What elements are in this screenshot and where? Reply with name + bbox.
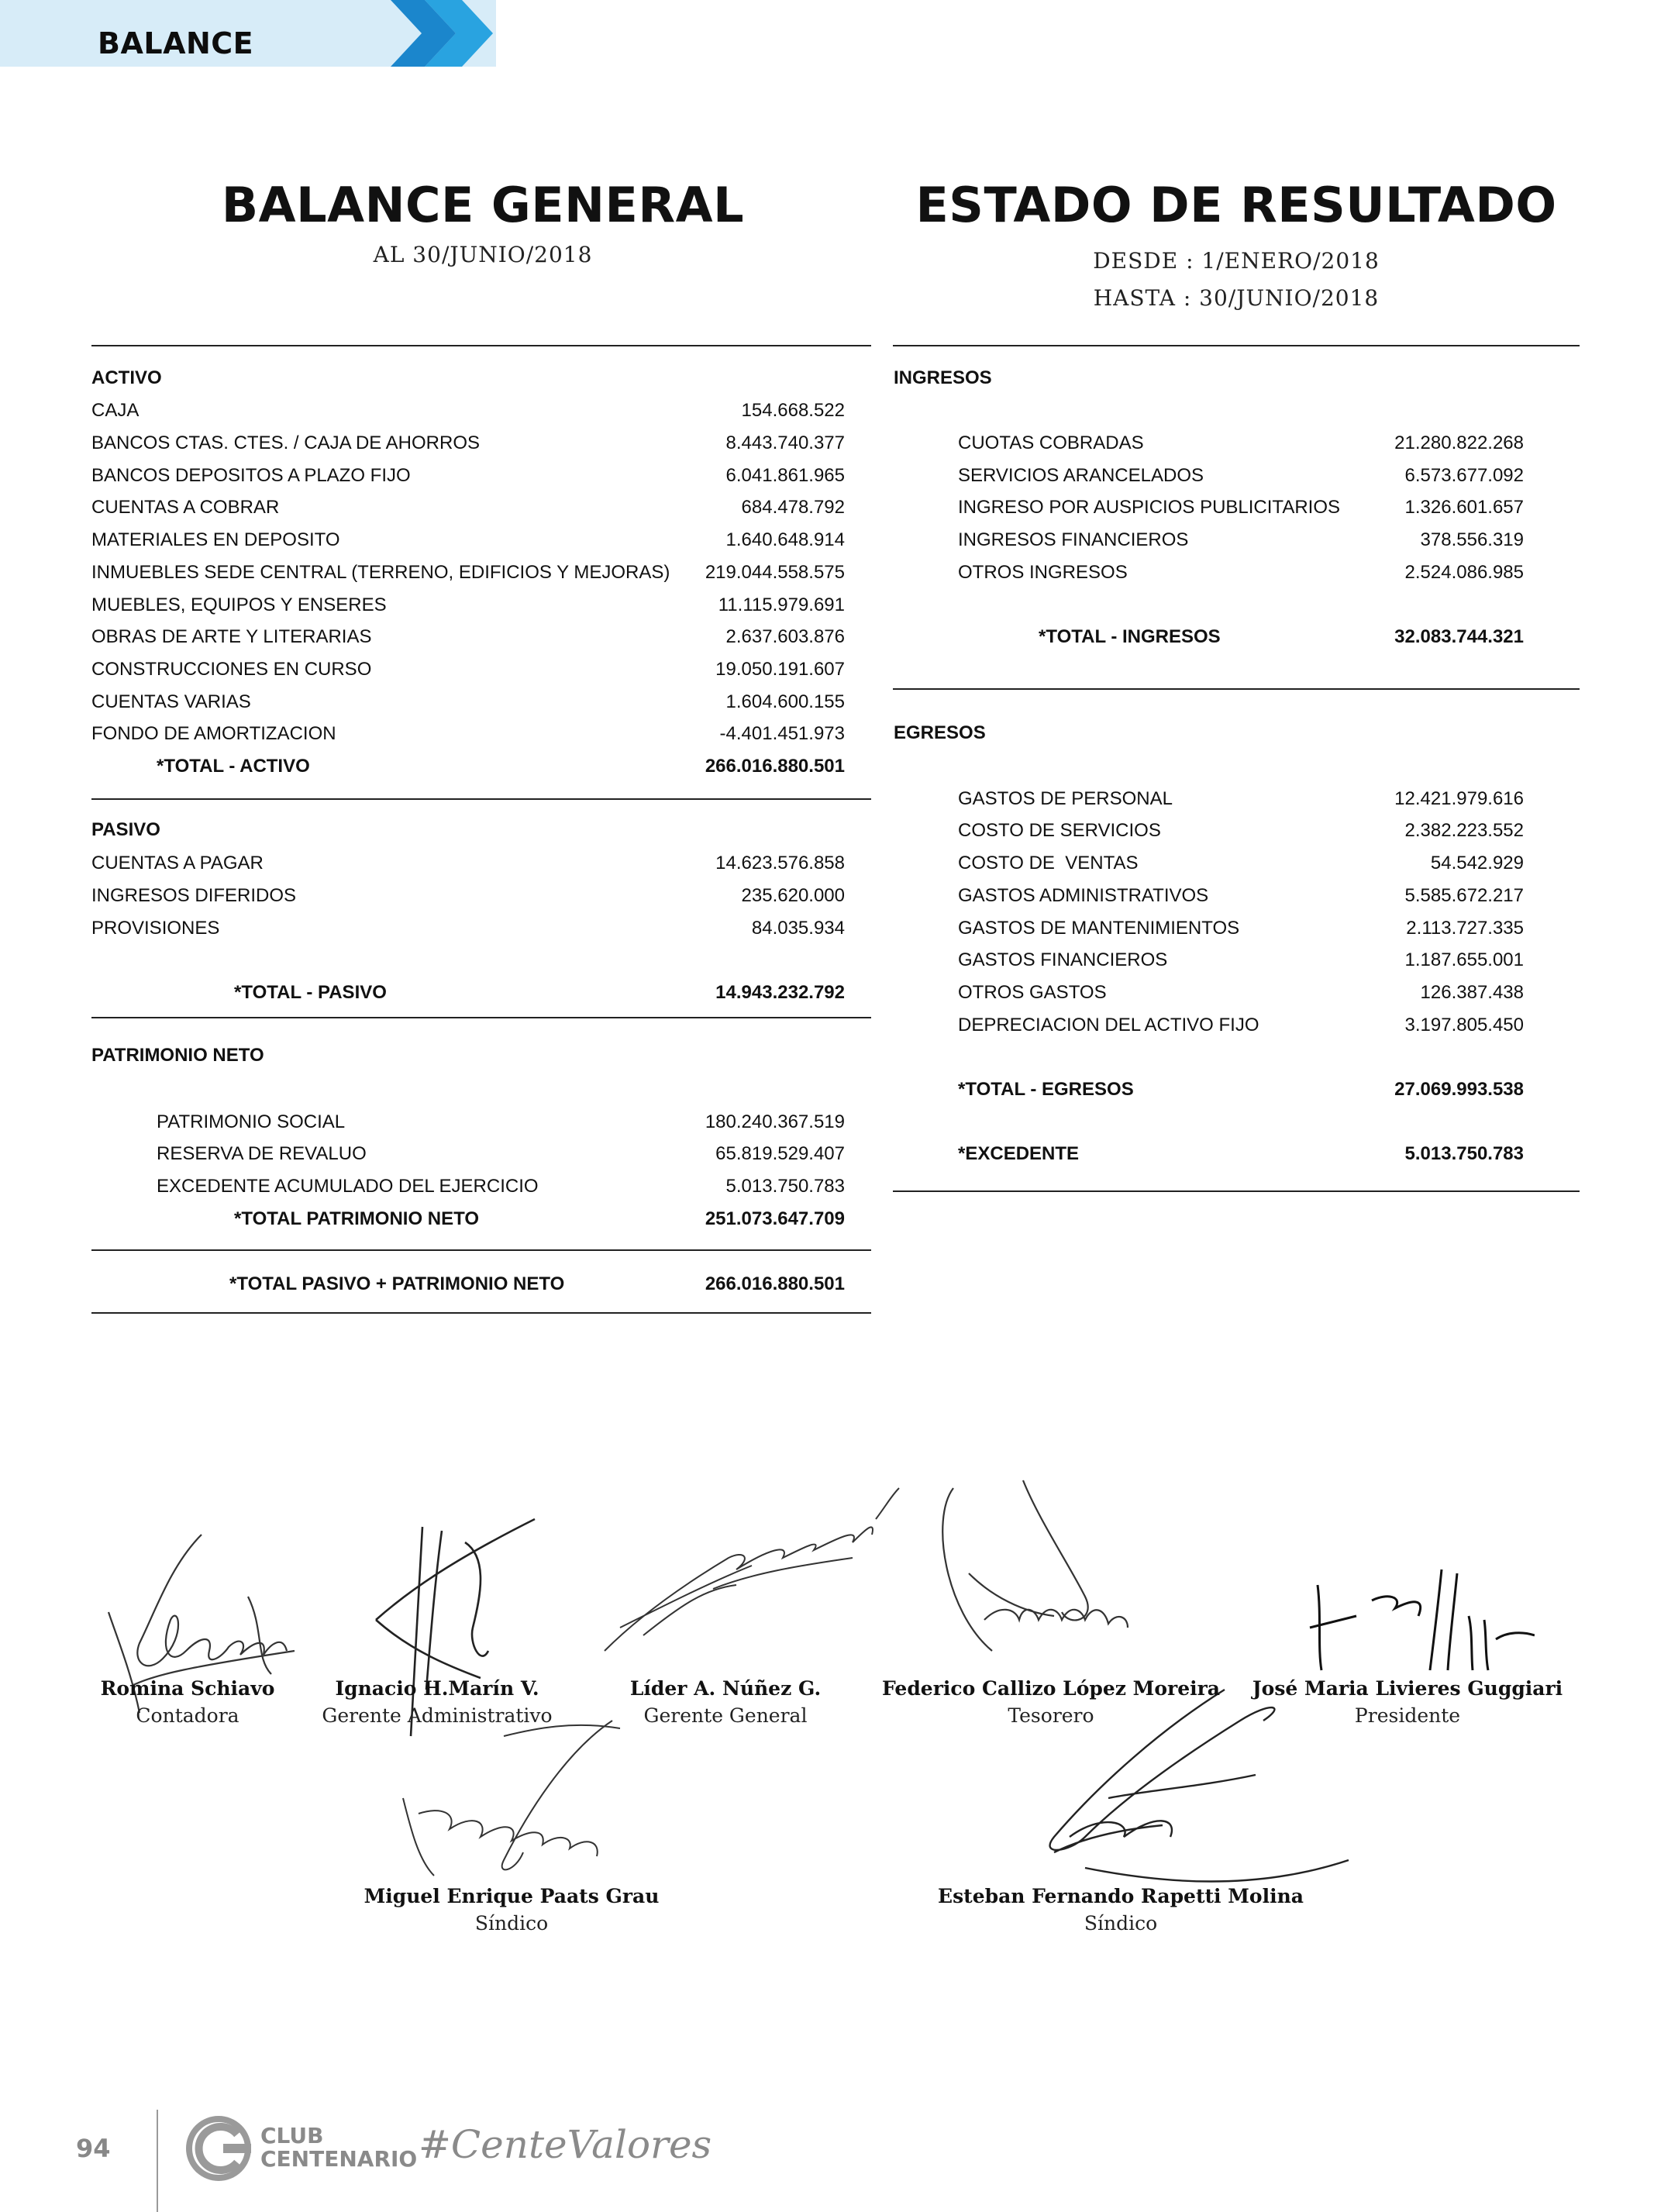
signature-block bbox=[1245, 1677, 1570, 1727]
table-row bbox=[958, 915, 1524, 942]
row-label: INMUEBLES SEDE CENTRAL (TERRENO, EDIFICIOS Y MEJORAS) bbox=[91, 562, 670, 583]
total-value: 266.016.880.501 bbox=[705, 1273, 845, 1294]
row-value: 12.421.979.616 bbox=[1394, 788, 1524, 809]
total-ingresos-row bbox=[958, 624, 1524, 650]
row-value: 1.604.600.155 bbox=[725, 691, 845, 712]
footer-divider bbox=[157, 2110, 158, 2212]
signatory-role: Contadora bbox=[136, 1704, 239, 1727]
total-label: *TOTAL - ACTIVO bbox=[157, 756, 310, 777]
row-label: CUENTAS A COBRAR bbox=[91, 497, 280, 518]
table-row bbox=[91, 1141, 845, 1167]
row-label: CUOTAS COBRADAS bbox=[958, 432, 1144, 453]
signatory-role: Gerente Administrativo bbox=[322, 1704, 553, 1727]
patrimonio-heading: PATRIMONIO NETO bbox=[91, 1045, 264, 1066]
total-label: *TOTAL PASIVO + PATRIMONIO NETO bbox=[229, 1273, 565, 1294]
total-value: 27.069.993.538 bbox=[1394, 1079, 1524, 1100]
row-value: 84.035.934 bbox=[751, 918, 845, 939]
table-row bbox=[958, 1012, 1524, 1039]
signatory-role: Gerente General bbox=[643, 1704, 808, 1727]
row-label: GASTOS DE PERSONAL bbox=[958, 788, 1173, 809]
signatory-role: Presidente bbox=[1354, 1704, 1461, 1727]
divider bbox=[893, 1190, 1580, 1192]
table-row bbox=[91, 592, 845, 618]
signatory-role: Tesorero bbox=[1008, 1704, 1094, 1727]
table-row bbox=[91, 494, 845, 521]
table-row bbox=[958, 883, 1524, 909]
divider bbox=[91, 1249, 871, 1251]
row-label: OTROS INGRESOS bbox=[958, 562, 1128, 583]
grand-total-row bbox=[91, 1271, 845, 1297]
total-label: *EXCEDENTE bbox=[958, 1143, 1080, 1164]
row-value: 6.041.861.965 bbox=[725, 465, 845, 486]
total-value: 266.016.880.501 bbox=[705, 756, 845, 777]
row-label: INGRESOS DIFERIDOS bbox=[91, 885, 297, 906]
row-value: 2.524.086.985 bbox=[1404, 562, 1524, 583]
total-egresos-row bbox=[958, 1077, 1524, 1103]
row-value: 1.326.601.657 bbox=[1404, 497, 1524, 518]
table-row bbox=[958, 850, 1524, 877]
row-value: 54.542.929 bbox=[1430, 853, 1524, 873]
signatory-name: Romina Schiavo bbox=[100, 1677, 275, 1700]
total-value: 251.073.647.709 bbox=[705, 1208, 845, 1229]
signatory-name: José Maria Livieres Guggiari bbox=[1252, 1677, 1563, 1700]
row-value: 154.668.522 bbox=[741, 400, 845, 421]
row-label: FONDO DE AMORTIZACION bbox=[91, 723, 336, 744]
section-label: BALANCE bbox=[98, 26, 254, 60]
row-value: 65.819.529.407 bbox=[715, 1143, 845, 1164]
table-row bbox=[91, 915, 845, 942]
signature-block bbox=[357, 1885, 667, 1935]
table-row bbox=[958, 494, 1524, 521]
row-value: 2.382.223.552 bbox=[1404, 820, 1524, 841]
table-row bbox=[91, 1173, 845, 1200]
row-value: 1.640.648.914 bbox=[725, 529, 845, 550]
row-value: 235.620.000 bbox=[741, 885, 845, 906]
row-label: EXCEDENTE ACUMULADO DEL EJERCICIO bbox=[157, 1176, 539, 1197]
table-row bbox=[958, 786, 1524, 812]
row-label: CUENTAS A PAGAR bbox=[91, 853, 264, 873]
row-label: SERVICIOS ARANCELADOS bbox=[958, 465, 1204, 486]
table-row bbox=[91, 1109, 845, 1135]
signatory-name: Miguel Enrique Paats Grau bbox=[364, 1885, 660, 1907]
table-row bbox=[91, 656, 845, 683]
row-value: 2.113.727.335 bbox=[1406, 918, 1524, 939]
row-value: 3.197.805.450 bbox=[1404, 1015, 1524, 1035]
divider bbox=[91, 345, 871, 346]
table-row bbox=[91, 527, 845, 553]
divider bbox=[91, 798, 871, 800]
total-patrimonio-row bbox=[91, 1206, 845, 1232]
row-label: MATERIALES EN DEPOSITO bbox=[91, 529, 340, 550]
signatory-name: Líder A. Núñez G. bbox=[629, 1677, 822, 1700]
row-label: INGRESOS FINANCIEROS bbox=[958, 529, 1189, 550]
club-name bbox=[260, 2124, 417, 2171]
hashtag: #CenteValores bbox=[419, 2122, 712, 2167]
ingresos-heading: INGRESOS bbox=[894, 367, 992, 388]
row-label: OTROS GASTOS bbox=[958, 982, 1107, 1003]
total-value: 5.013.750.783 bbox=[1404, 1143, 1524, 1164]
signature-block bbox=[880, 1677, 1221, 1727]
excedente-row bbox=[958, 1141, 1524, 1167]
row-label: COSTO DE VENTAS bbox=[958, 853, 1139, 873]
club-logo-icon bbox=[183, 2116, 254, 2181]
table-row bbox=[91, 721, 845, 747]
table-row bbox=[958, 980, 1524, 1006]
club-line1: CLUB bbox=[260, 2123, 324, 2148]
table-row bbox=[91, 560, 845, 586]
signature-block bbox=[71, 1677, 304, 1727]
total-label: *TOTAL - PASIVO bbox=[234, 982, 387, 1003]
row-label: COSTO DE SERVICIOS bbox=[958, 820, 1161, 841]
total-label: *TOTAL - INGRESOS bbox=[1039, 626, 1221, 647]
row-value: -4.401.451.973 bbox=[719, 723, 845, 744]
row-label: OBRAS DE ARTE Y LITERARIAS bbox=[91, 626, 372, 647]
row-label: CUENTAS VARIAS bbox=[91, 691, 251, 712]
chevron-decoration-icon bbox=[377, 0, 501, 67]
row-value: 219.044.558.575 bbox=[705, 562, 845, 583]
row-value: 5.013.750.783 bbox=[725, 1176, 845, 1197]
divider bbox=[893, 345, 1580, 346]
page-number: 94 bbox=[76, 2134, 111, 2163]
total-pasivo-row bbox=[91, 980, 845, 1006]
signature-scribble-paats bbox=[388, 1705, 651, 1883]
pasivo-heading: PASIVO bbox=[91, 819, 160, 840]
row-value: 378.556.319 bbox=[1420, 529, 1524, 550]
table-row bbox=[91, 430, 845, 457]
table-row bbox=[91, 398, 845, 424]
signature-scribble-nunez bbox=[597, 1473, 907, 1659]
row-label: DEPRECIACION DEL ACTIVO FIJO bbox=[958, 1015, 1259, 1035]
row-value: 1.187.655.001 bbox=[1404, 949, 1524, 970]
divider bbox=[91, 1312, 871, 1314]
row-label: RESERVA DE REVALUO bbox=[157, 1143, 367, 1164]
row-value: 5.585.672.217 bbox=[1404, 885, 1524, 906]
signature-scribble-callizo bbox=[930, 1473, 1163, 1674]
table-row bbox=[91, 850, 845, 877]
row-value: 126.387.438 bbox=[1420, 982, 1524, 1003]
row-value: 8.443.740.377 bbox=[725, 432, 845, 453]
row-label: CONSTRUCCIONES EN CURSO bbox=[91, 659, 372, 680]
row-label: MUEBLES, EQUIPOS Y ENSERES bbox=[91, 594, 387, 615]
egresos-heading: EGRESOS bbox=[894, 722, 986, 743]
row-label: BANCOS DEPOSITOS A PLAZO FIJO bbox=[91, 465, 411, 486]
signatory-name: Federico Callizo López Moreira bbox=[882, 1677, 1220, 1700]
row-label: BANCOS CTAS. CTES. / CAJA DE AHORROS bbox=[91, 432, 480, 453]
table-row bbox=[958, 430, 1524, 457]
row-label: GASTOS ADMINISTRATIVOS bbox=[958, 885, 1209, 906]
estado-resultado-title: ESTADO DE RESULTADO bbox=[915, 177, 1557, 233]
estado-resultado-to: HASTA : 30/JUNIO/2018 bbox=[1093, 285, 1380, 311]
signatory-name: Ignacio H.Marín V. bbox=[335, 1677, 539, 1700]
signature-block bbox=[935, 1885, 1307, 1935]
balance-general-date: AL 30/JUNIO/2018 bbox=[373, 242, 593, 267]
table-row bbox=[91, 463, 845, 489]
total-value: 14.943.232.792 bbox=[715, 982, 845, 1003]
table-row bbox=[958, 818, 1524, 844]
table-row bbox=[958, 463, 1524, 489]
row-value: 11.115.979.691 bbox=[718, 594, 845, 615]
total-value: 32.083.744.321 bbox=[1394, 626, 1524, 647]
activo-heading: ACTIVO bbox=[91, 367, 162, 388]
total-activo-row bbox=[91, 753, 845, 780]
signature-block bbox=[313, 1677, 561, 1727]
row-value: 21.280.822.268 bbox=[1394, 432, 1524, 453]
row-value: 2.637.603.876 bbox=[725, 626, 845, 647]
club-line2: CENTENARIO bbox=[260, 2146, 418, 2172]
estado-resultado-from: DESDE : 1/ENERO/2018 bbox=[1093, 248, 1380, 274]
row-value: 180.240.367.519 bbox=[705, 1111, 845, 1132]
row-label: CAJA bbox=[91, 400, 140, 421]
signatory-name: Esteban Fernando Rapetti Molina bbox=[938, 1885, 1304, 1907]
signatory-role: Síndico bbox=[1084, 1912, 1158, 1935]
table-row bbox=[91, 689, 845, 715]
divider bbox=[91, 1017, 871, 1018]
row-value: 6.573.677.092 bbox=[1404, 465, 1524, 486]
row-label: PATRIMONIO SOCIAL bbox=[157, 1111, 346, 1132]
row-value: 14.623.576.858 bbox=[715, 853, 845, 873]
row-label: GASTOS FINANCIEROS bbox=[958, 949, 1168, 970]
table-row bbox=[91, 883, 845, 909]
row-label: INGRESO POR AUSPICIOS PUBLICITARIOS bbox=[958, 497, 1340, 518]
balance-general-title: BALANCE GENERAL bbox=[221, 177, 745, 233]
signatory-role: Síndico bbox=[474, 1912, 549, 1935]
total-label: *TOTAL PATRIMONIO NETO bbox=[234, 1208, 480, 1229]
table-row bbox=[958, 560, 1524, 586]
row-label: GASTOS DE MANTENIMIENTOS bbox=[958, 918, 1240, 939]
row-value: 684.478.792 bbox=[741, 497, 845, 518]
table-row bbox=[91, 624, 845, 650]
row-label: PROVISIONES bbox=[91, 918, 220, 939]
row-value: 19.050.191.607 bbox=[715, 659, 845, 680]
total-label: *TOTAL - EGRESOS bbox=[958, 1079, 1134, 1100]
signature-block bbox=[609, 1677, 842, 1727]
table-row bbox=[958, 527, 1524, 553]
table-row bbox=[958, 947, 1524, 973]
divider bbox=[893, 688, 1580, 690]
